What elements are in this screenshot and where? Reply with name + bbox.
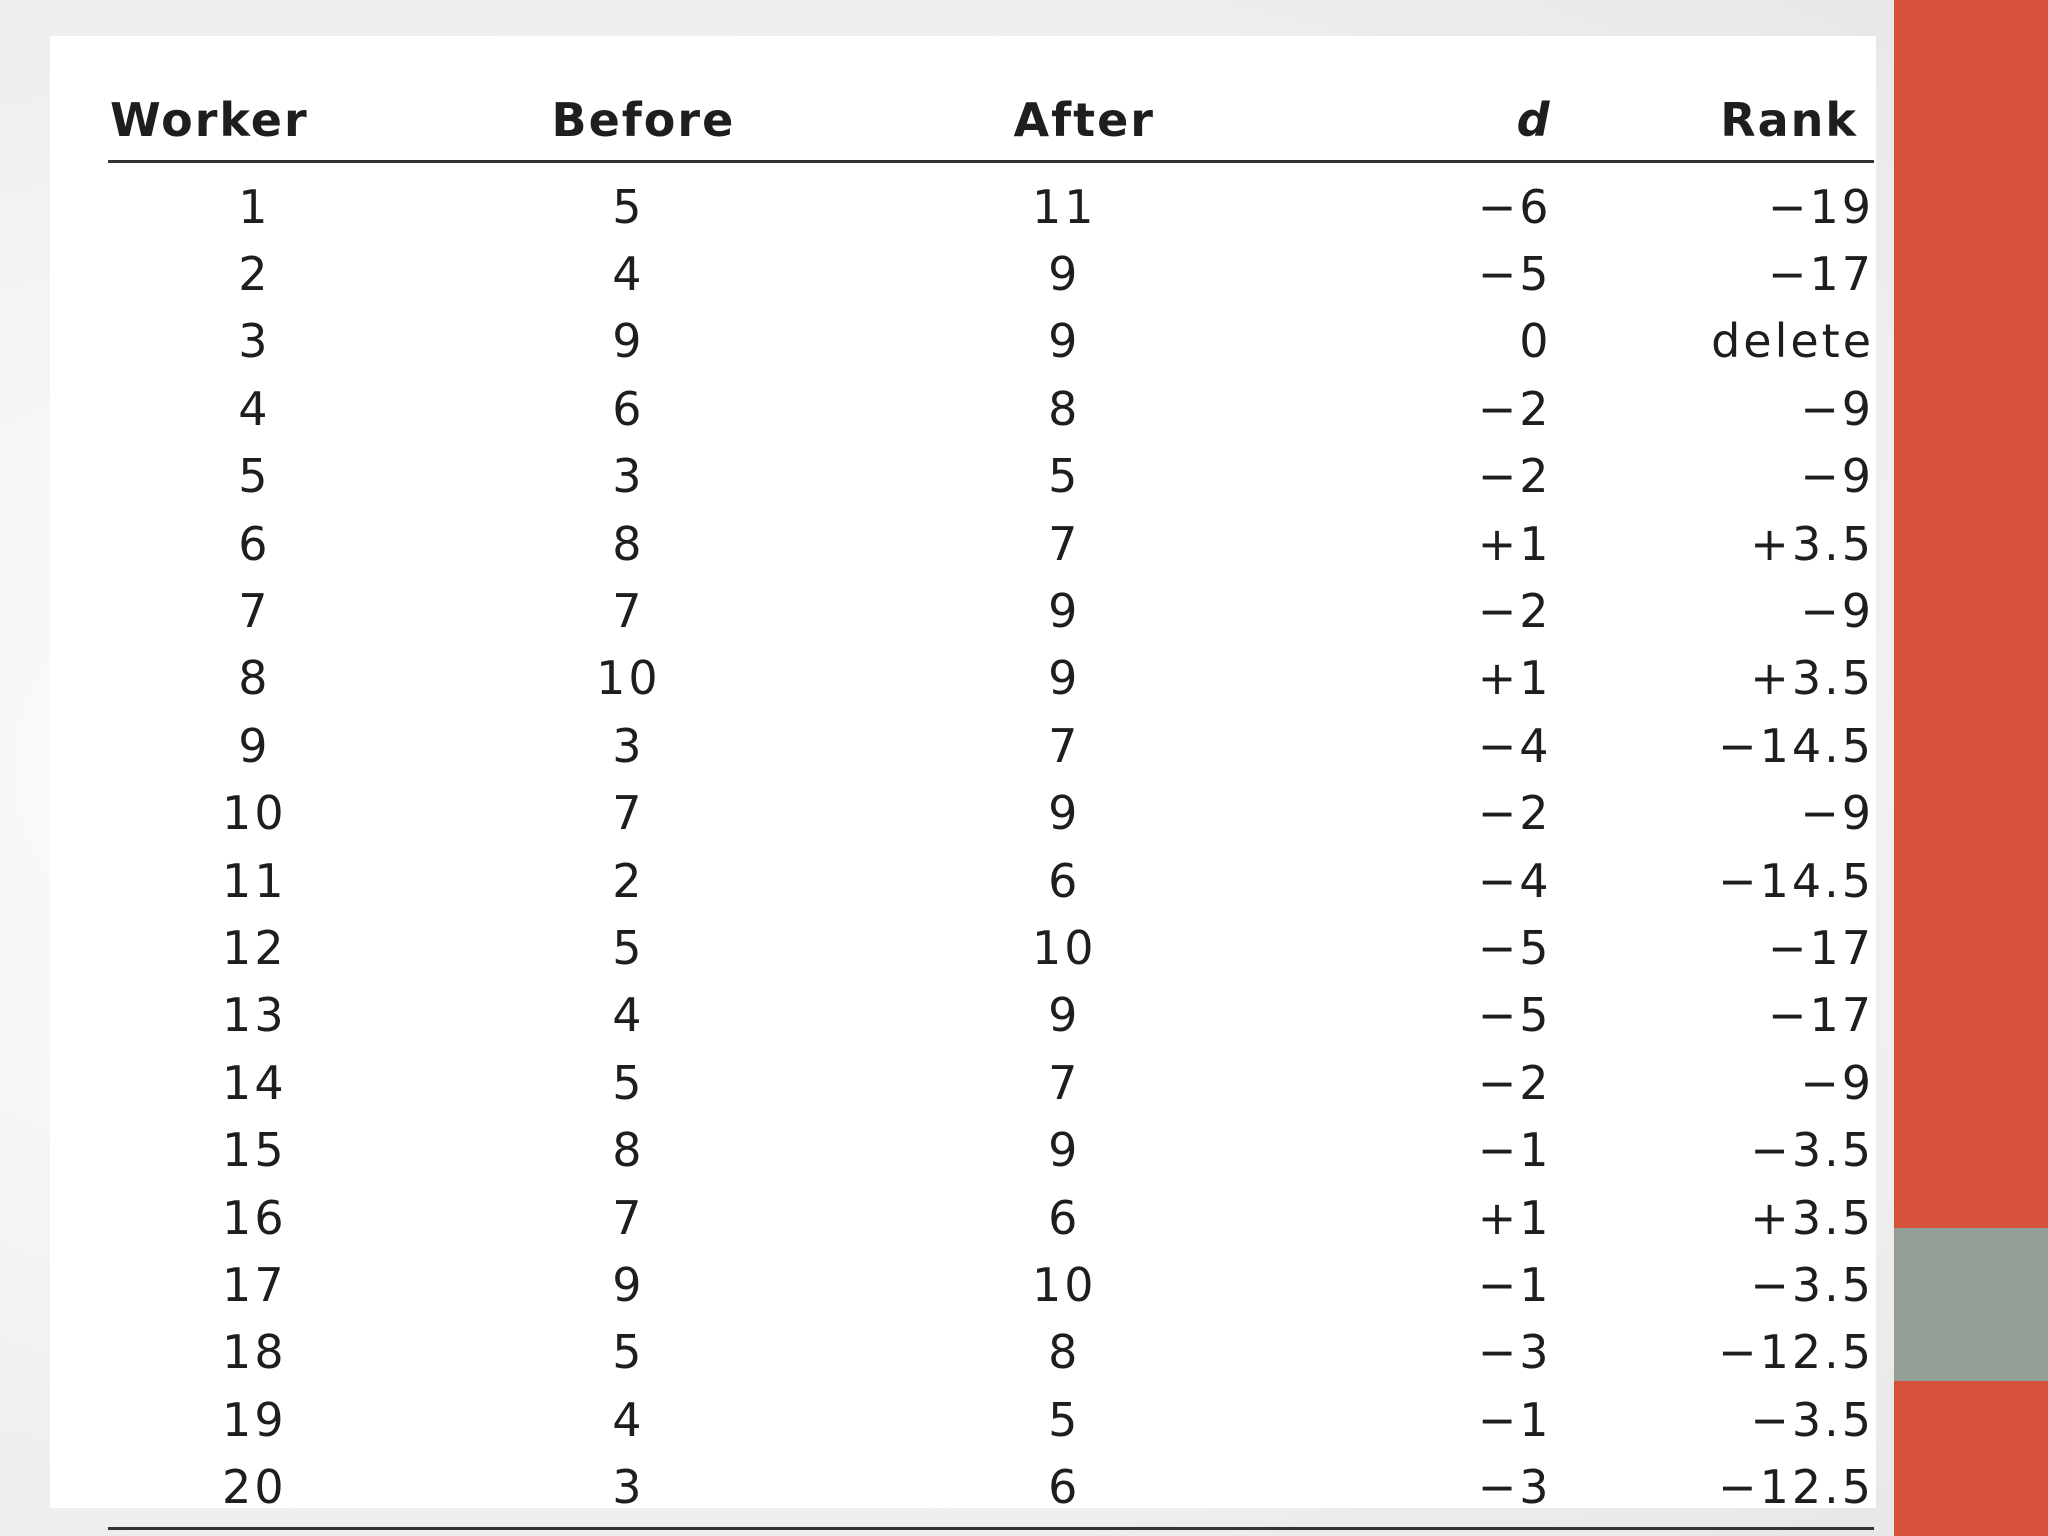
cell-d: +1 — [1477, 516, 1552, 571]
cell-d: +1 — [1477, 651, 1552, 706]
cell-after: 9 — [1048, 651, 1081, 706]
cell-before: 9 — [612, 314, 645, 369]
cell-rank: −17 — [1767, 920, 1874, 975]
cell-d: 0 — [1519, 314, 1552, 369]
cell-before: 3 — [401, 1453, 856, 1528]
cell-rank: −9 — [1800, 381, 1874, 436]
table-row — [108, 162, 1874, 241]
table-row — [108, 443, 1874, 510]
header-rank: Rank — [1558, 80, 1874, 162]
cell-worker: 8 — [238, 651, 271, 706]
table-row — [108, 780, 1874, 847]
cell-worker: 14 — [222, 1055, 287, 1110]
header-after: After — [856, 80, 1272, 162]
table-row — [108, 1386, 1874, 1453]
table-body — [108, 162, 1874, 1529]
table-row — [108, 645, 1874, 712]
cell-worker: 10 — [222, 786, 287, 841]
cell-rank: −9 — [1800, 786, 1874, 841]
cell-rank: −17 — [1767, 247, 1874, 302]
table-row — [108, 1184, 1874, 1251]
cell-worker: 2 — [238, 247, 271, 302]
header-before: Before — [401, 80, 856, 162]
cell-after: 6 — [1048, 1190, 1081, 1245]
cell-after: 9 — [1048, 584, 1081, 639]
cell-d: +1 — [1477, 1190, 1552, 1245]
cell-before: 4 — [612, 247, 645, 302]
cell-before: 5 — [612, 179, 645, 234]
cell-before: 4 — [612, 988, 645, 1043]
cell-rank: −9 — [1800, 449, 1874, 504]
cell-worker: 18 — [222, 1325, 287, 1380]
cell-d: −6 — [1477, 179, 1552, 234]
cell-d: −1 — [1477, 1257, 1552, 1312]
cell-d: −1 — [1477, 1123, 1552, 1178]
cell-d: −2 — [1477, 381, 1552, 436]
cell-rank: −12.5 — [1718, 1325, 1874, 1380]
cell-rank: −17 — [1767, 988, 1874, 1043]
cell-after: 10 — [1031, 920, 1097, 975]
cell-rank: −3.5 — [1750, 1257, 1874, 1312]
cell-before: 7 — [612, 1190, 645, 1245]
cell-before: 4 — [612, 1392, 645, 1447]
cell-before: 5 — [612, 920, 645, 975]
cell-d: −5 — [1477, 247, 1552, 302]
cell-after: 8 — [1048, 1325, 1081, 1380]
cell-before: 7 — [612, 786, 645, 841]
cell-worker: 3 — [238, 314, 271, 369]
cell-rank: −9 — [1800, 1055, 1874, 1110]
cell-before: 8 — [612, 1123, 645, 1178]
cell-rank: −12.5 — [1558, 1453, 1874, 1528]
cell-d: −3 — [1272, 1453, 1557, 1528]
table-row — [108, 510, 1874, 577]
cell-worker: 1 — [238, 179, 271, 234]
table-row — [108, 914, 1874, 981]
table-row — [108, 577, 1874, 644]
cell-d: −2 — [1477, 786, 1552, 841]
cell-before: 6 — [612, 381, 645, 436]
cell-d: −4 — [1477, 718, 1552, 773]
cell-d: −1 — [1477, 1392, 1552, 1447]
table-row — [108, 1116, 1874, 1183]
cell-after: 9 — [1048, 1123, 1081, 1178]
cell-after: 5 — [1048, 1392, 1081, 1447]
header-row — [108, 80, 1874, 162]
cell-worker: 7 — [238, 584, 271, 639]
cell-rank: −9 — [1800, 584, 1874, 639]
slide-content-panel — [50, 36, 1876, 1515]
cell-d: −5 — [1477, 920, 1552, 975]
cell-worker: 12 — [222, 920, 287, 975]
cell-before: 3 — [612, 449, 645, 504]
cell-d: −2 — [1477, 449, 1552, 504]
cell-worker: 15 — [222, 1123, 287, 1178]
cell-rank: −14.5 — [1718, 718, 1874, 773]
header-d: d — [1272, 80, 1557, 162]
cell-after: 8 — [1048, 381, 1081, 436]
cell-worker: 17 — [222, 1257, 287, 1312]
cell-rank: −19 — [1767, 179, 1874, 234]
cell-before: 10 — [596, 651, 661, 706]
cell-after: 9 — [1048, 247, 1081, 302]
cell-before: 5 — [612, 1325, 645, 1380]
table-row — [108, 1251, 1874, 1318]
cell-before: 3 — [612, 718, 645, 773]
table-row — [108, 1049, 1874, 1116]
cell-after: 11 — [1031, 179, 1097, 234]
cell-worker: 4 — [238, 381, 271, 436]
cell-d: −3 — [1477, 1325, 1552, 1380]
cell-rank: +3.5 — [1750, 1190, 1874, 1245]
cell-after: 9 — [1048, 988, 1081, 1043]
table-row — [108, 240, 1874, 307]
cell-after: 10 — [1031, 1257, 1097, 1312]
cell-rank: delete — [1711, 314, 1874, 369]
cell-after: 6 — [856, 1453, 1272, 1528]
cell-before: 7 — [612, 584, 645, 639]
cell-before: 9 — [612, 1257, 645, 1312]
cell-worker: 16 — [222, 1190, 287, 1245]
cell-after: 7 — [1048, 1055, 1081, 1110]
cell-worker: 5 — [238, 449, 271, 504]
table-row — [108, 375, 1874, 442]
table-row — [108, 982, 1874, 1049]
cell-worker: 9 — [238, 718, 271, 773]
accent-bar-top — [1894, 0, 2048, 1228]
cell-d: −2 — [1477, 1055, 1552, 1110]
cell-worker: 13 — [222, 988, 287, 1043]
cell-d: −5 — [1477, 988, 1552, 1043]
cell-rank: −3.5 — [1750, 1123, 1874, 1178]
cell-d: −2 — [1477, 584, 1552, 639]
cell-after: 5 — [1048, 449, 1081, 504]
cell-before: 8 — [612, 516, 645, 571]
table-row — [108, 1319, 1874, 1386]
cell-rank: −3.5 — [1750, 1392, 1874, 1447]
cell-worker: 6 — [238, 516, 271, 571]
cell-d: −4 — [1477, 853, 1552, 908]
cell-before: 5 — [612, 1055, 645, 1110]
cell-rank: +3.5 — [1750, 516, 1874, 571]
table-header — [108, 80, 1874, 162]
cell-worker: 19 — [222, 1392, 287, 1447]
cell-after: 9 — [1048, 786, 1081, 841]
header-worker: Worker — [108, 80, 401, 162]
cell-worker: 20 — [108, 1453, 401, 1528]
cell-rank: +3.5 — [1750, 651, 1874, 706]
accent-bar-middle — [1894, 1228, 2048, 1381]
table-row — [108, 308, 1874, 375]
cell-after: 9 — [1048, 314, 1081, 369]
accent-bar-bottom — [1894, 1381, 2048, 1536]
table-row — [108, 847, 1874, 914]
cell-after: 7 — [1048, 516, 1081, 571]
worker-rank-table — [108, 80, 1874, 1530]
cell-worker: 11 — [222, 853, 287, 908]
cell-rank: −14.5 — [1718, 853, 1874, 908]
cell-after: 7 — [1048, 718, 1081, 773]
table-row — [108, 712, 1874, 779]
cell-after: 6 — [1048, 853, 1081, 908]
cell-before: 2 — [612, 853, 645, 908]
table-row — [108, 1453, 1874, 1528]
